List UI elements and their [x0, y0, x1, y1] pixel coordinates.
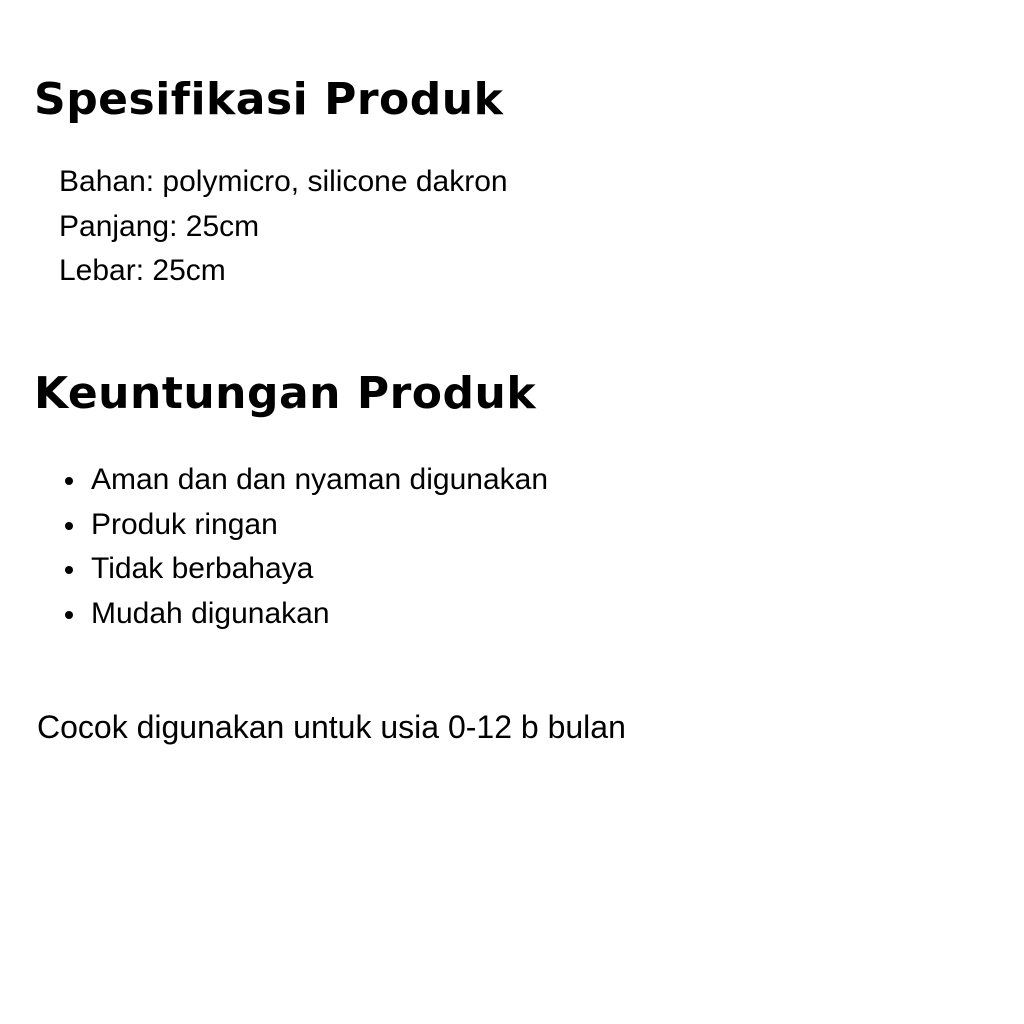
list-item	[91, 503, 548, 548]
bullet-icon	[65, 566, 73, 574]
spec-material: Bahan: polymicro, silicone dakron	[59, 165, 508, 198]
bullet-icon	[65, 611, 73, 619]
bullet-icon	[65, 522, 73, 530]
list-item	[91, 547, 548, 592]
specification-list	[59, 160, 508, 294]
benefit-text: Aman dan dan nyaman digunakan	[91, 463, 549, 496]
list-item	[91, 592, 548, 637]
spec-length: Panjang: 25cm	[59, 209, 260, 243]
list-item	[91, 458, 548, 503]
benefit-text: Mudah digunakan	[91, 596, 330, 630]
benefit-text: Produk ringan	[91, 507, 278, 541]
specification-heading: Spesifikasi Produk	[34, 74, 504, 125]
benefit-text: Tidak berbahaya	[91, 552, 314, 585]
spec-width: Lebar: 25cm	[59, 254, 226, 287]
benefits-list	[91, 458, 548, 636]
usage-note: Cocok digunakan untuk usia 0-12 b bulan	[37, 709, 626, 745]
bullet-icon	[65, 477, 73, 485]
benefits-heading: Keuntungan Produk	[34, 368, 537, 419]
